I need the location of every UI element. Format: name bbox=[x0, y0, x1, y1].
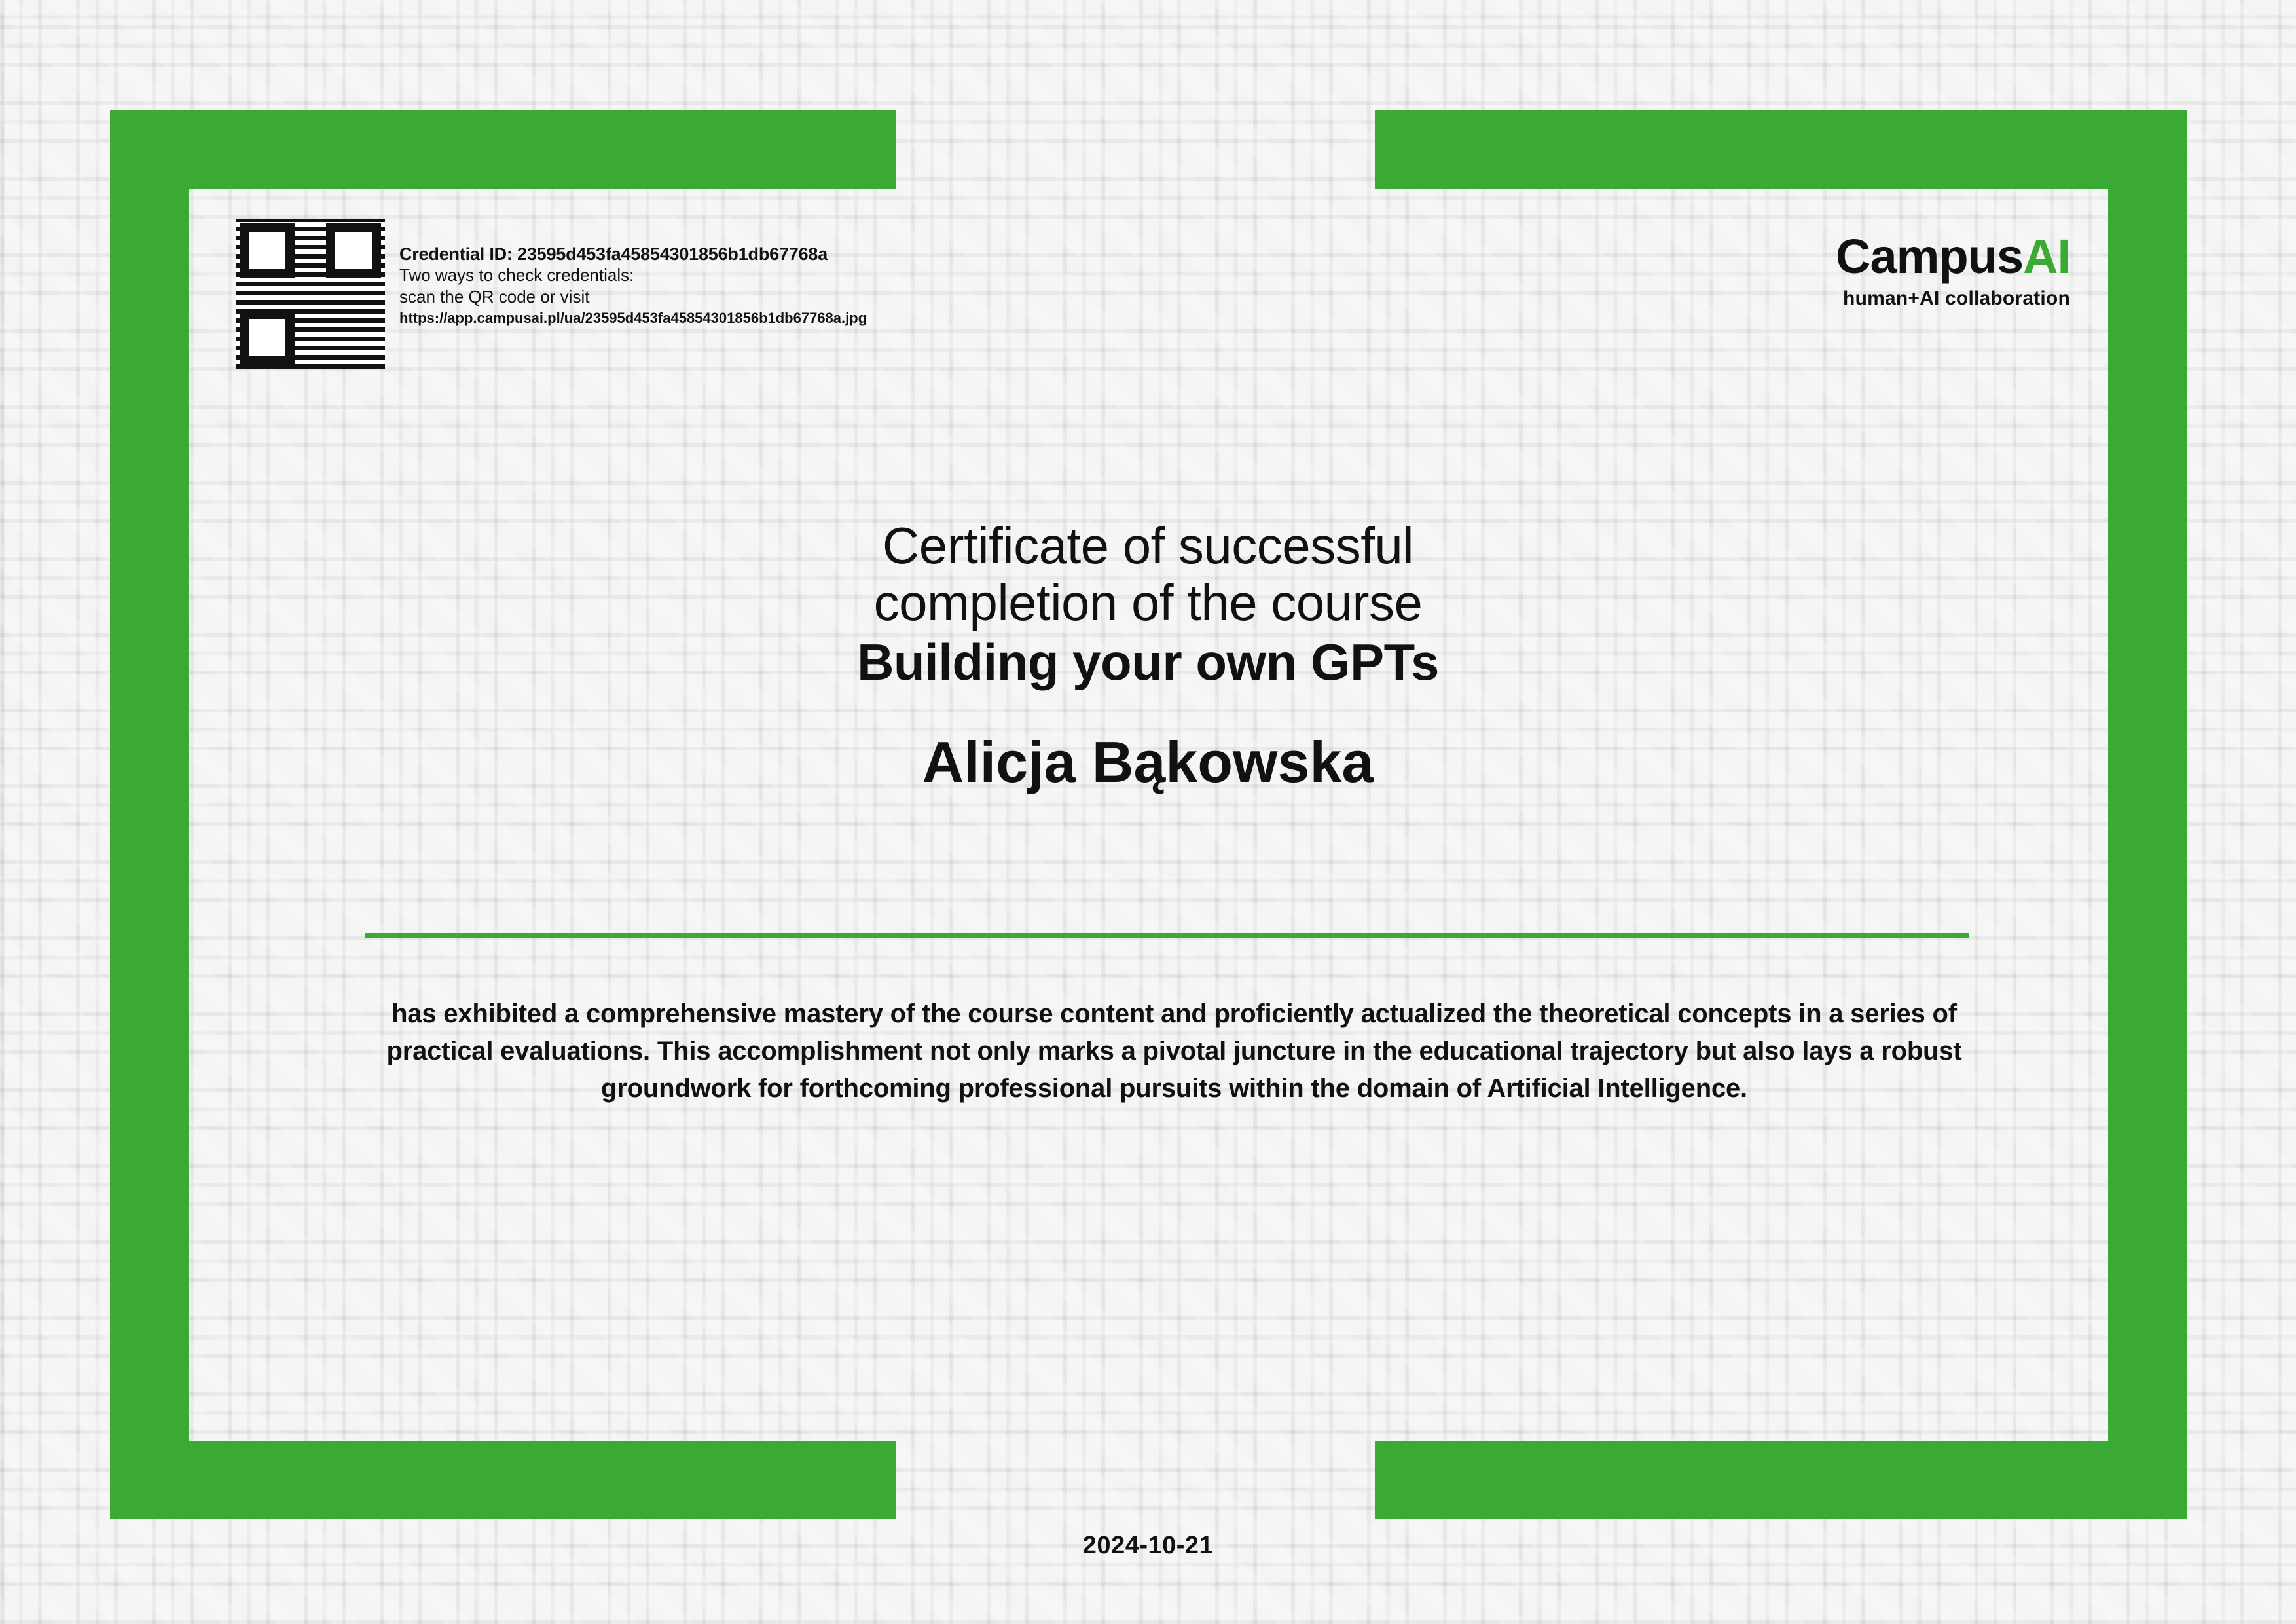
credential-url-link[interactable]: https://app.campusai.pl/ua/23595d453fa45854301856b1db67768a.jpg bbox=[399, 310, 867, 326]
credential-block bbox=[236, 219, 867, 369]
credential-instructions-line-2: scan the QR code or visit bbox=[399, 286, 590, 306]
frame-bar-bottom-left bbox=[110, 1441, 896, 1519]
frame-bar-top-left bbox=[110, 110, 896, 189]
brand-tagline: human+AI collaboration bbox=[1843, 287, 2070, 309]
brand-wordmark bbox=[1836, 229, 2070, 284]
frame-bar-bottom-right bbox=[1375, 1441, 2187, 1519]
credential-instructions-line-1: Two ways to check credentials: bbox=[399, 265, 634, 285]
title-line-1: Certificate of successful bbox=[882, 517, 1414, 574]
title-line-2: completion of the course bbox=[873, 574, 1423, 632]
frame-bar-top-right bbox=[1375, 110, 2187, 189]
frame-bar-right bbox=[2108, 110, 2187, 1519]
certificate-plate bbox=[189, 189, 2108, 1441]
recipient-name: Alicja Bąkowska bbox=[922, 729, 1374, 794]
divider bbox=[365, 933, 1969, 938]
brand-name-part2: AI bbox=[2023, 229, 2070, 284]
credential-id: Credential ID: 23595d453fa45854301856b1db67768a bbox=[399, 244, 828, 264]
issue-date: 2024-10-21 bbox=[1082, 1532, 1214, 1559]
certificate-title-block bbox=[0, 517, 2296, 796]
frame-bar-left bbox=[110, 110, 189, 1519]
qr-finder-bottom-left bbox=[240, 310, 295, 365]
qr-code-icon[interactable] bbox=[236, 219, 385, 369]
brand-name-part1: Campus bbox=[1836, 229, 2023, 284]
certificate-body-text: has exhibited a comprehensive mastery of the course content and proficiently actualized the theoretical concepts in a series of practical evaluations. This accomplishment not only marks a pivotal juncture in the educational trajectory but also lays a robust groundwork for forthcoming professional pursuits within the domain of Artificial Intelligence. bbox=[386, 999, 1962, 1103]
credential-text bbox=[399, 219, 867, 327]
certificate-inner-area bbox=[189, 189, 2108, 1441]
course-name: Building your own GPTs bbox=[857, 633, 1439, 691]
brand-logo bbox=[1836, 229, 2070, 310]
